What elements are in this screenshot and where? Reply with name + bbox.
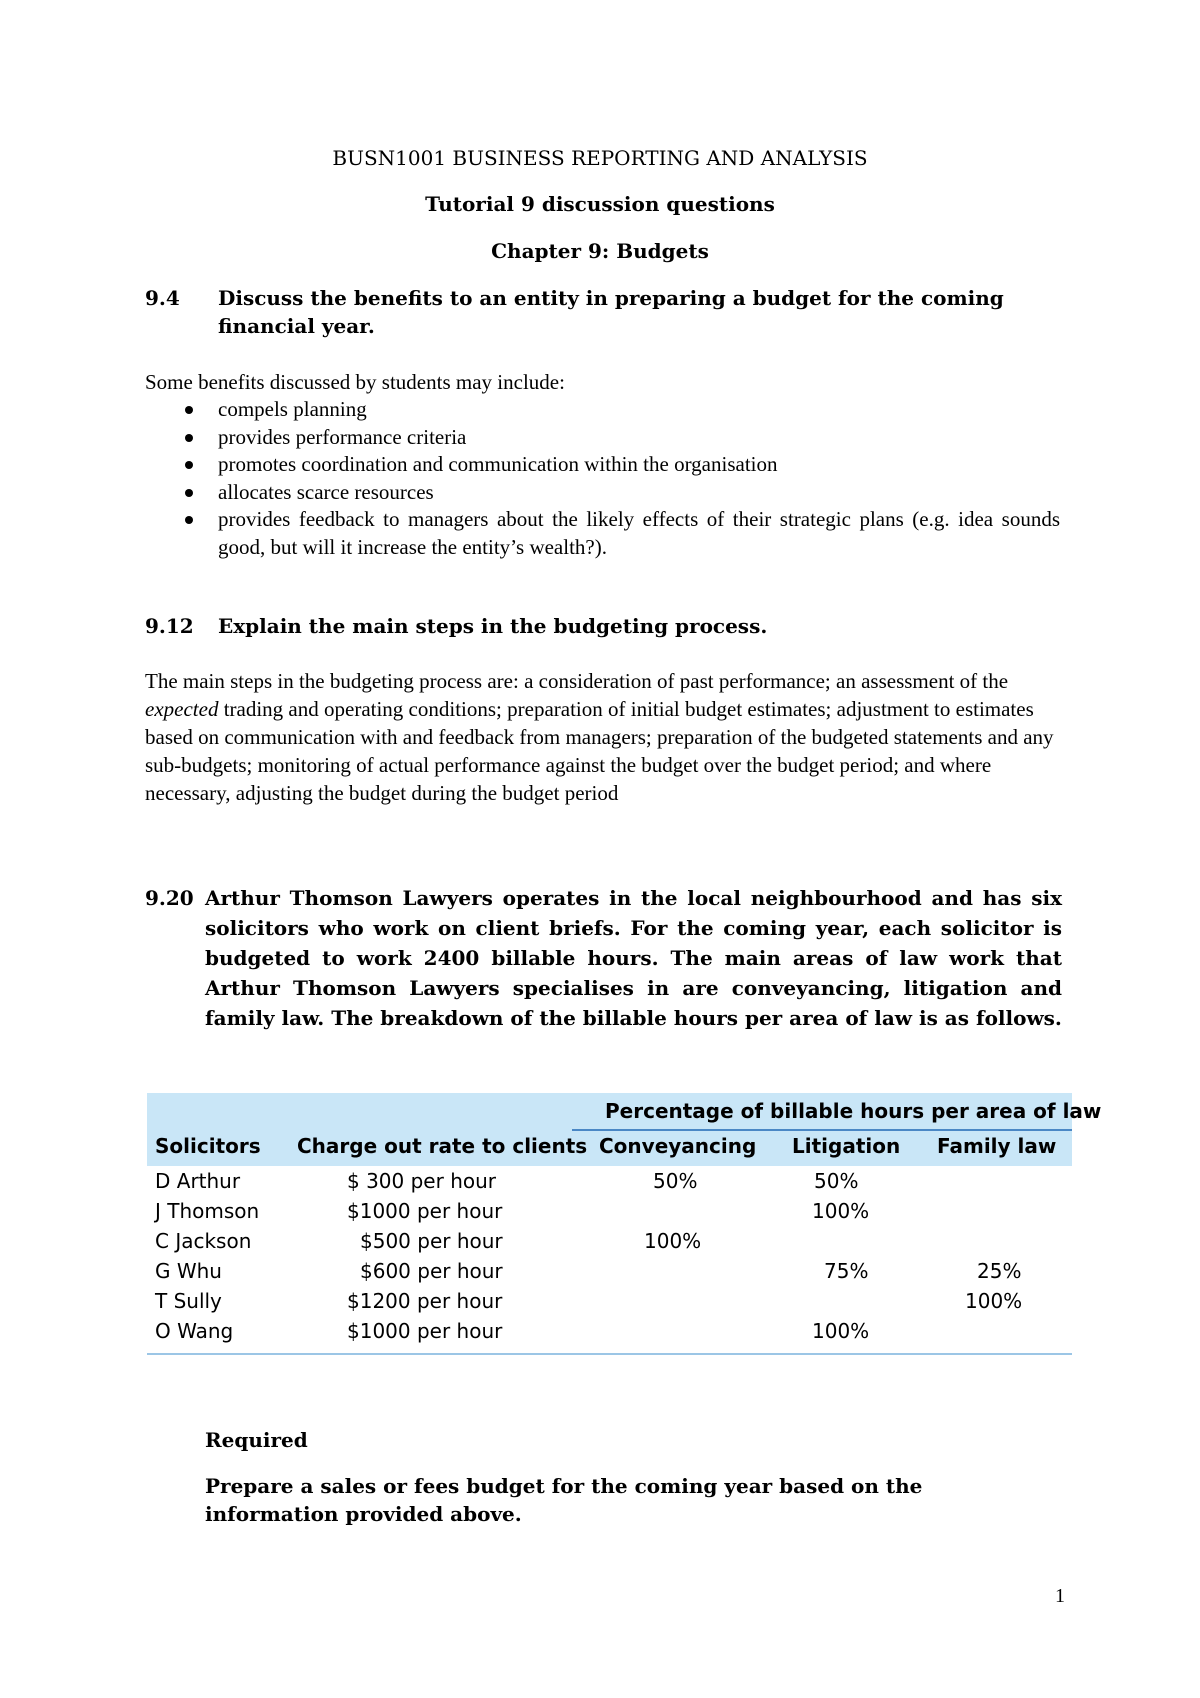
question-9-4-text: Discuss the benefits to an entity in preparing a budget for the coming financial year.	[218, 286, 1004, 338]
page-number: 1	[1055, 1585, 1065, 1607]
table-cell-litigation: 100%	[812, 1319, 870, 1343]
table-cell-solicitor: J Thomson	[155, 1199, 260, 1223]
table-cell-rate: $ 300 per hour	[347, 1169, 497, 1193]
benefits-list	[180, 396, 1060, 561]
list-item: allocates scarce resources	[180, 479, 1060, 507]
table-cell-rate: $600 per hour	[360, 1259, 503, 1283]
table-cell-solicitor: G Whu	[155, 1259, 222, 1283]
question-9-20	[145, 883, 1062, 1033]
table-cell-family-law: 100%	[965, 1289, 1023, 1313]
column-header-solicitors: Solicitors	[155, 1134, 261, 1158]
question-9-20-text: Arthur Thomson Lawyers operates in the local neighbourhood and has six solicitors who work on client briefs. For the coming year, each solicitor is budgeted to work 2400 billable hours. The main areas of law work that Arthur Thomson Lawyers specialises in are conveyancing, litigation and family law. The breakdown of the billable hours per area of law is as follows.	[205, 886, 1062, 1030]
table-cell-rate: $1000 per hour	[347, 1199, 503, 1223]
table-cell-litigation: 50%	[814, 1169, 859, 1193]
table-cell-rate: $1000 per hour	[347, 1319, 503, 1343]
group-header-divider	[572, 1129, 1072, 1131]
table-bottom-border	[147, 1353, 1072, 1355]
column-header-conveyancing: Conveyancing	[599, 1134, 757, 1158]
tutorial-subtitle: Tutorial 9 discussion questions	[425, 192, 775, 216]
list-item: provides feedback to managers about the likely effects of their strategic plans (e.g. idea sounds good, but will it increase the entity’s wealth?).	[180, 506, 1060, 561]
bullet-icon	[185, 434, 193, 442]
q912-answer: The main steps in the budgeting process are: a consideration of past performance; an assessment of the expected trading and operating conditions; preparation of initial budget estimates; adjustment to estimates based on communication with and feedback from managers; preparation of the budgeted statements and any sub-budgets; monitoring of actual performance against the budget over the budget period; and where necessary, adjusting the budget during the budget period	[145, 669, 1054, 805]
question-9-20-number: 9.20	[145, 886, 194, 910]
bullet-icon	[185, 406, 193, 414]
bullet-icon	[185, 461, 193, 469]
table-cell-litigation: 75%	[824, 1259, 869, 1283]
course-title: BUSN1001 BUSINESS REPORTING AND ANALYSIS	[332, 146, 868, 170]
question-9-12-text: Explain the main steps in the budgeting process.	[218, 614, 768, 638]
required-heading: Required	[205, 1428, 308, 1452]
table-cell-family-law: 25%	[977, 1259, 1022, 1283]
required-text: Prepare a sales or fees budget for the coming year based on the information provided above.	[205, 1474, 923, 1526]
question-9-4-number: 9.4	[145, 286, 180, 310]
bullet-icon	[185, 489, 193, 497]
bullet-icon	[185, 516, 193, 524]
table-cell-solicitor: O Wang	[155, 1319, 234, 1343]
group-header: Percentage of billable hours per area of law	[605, 1099, 1102, 1123]
chapter-title: Chapter 9: Budgets	[491, 239, 709, 263]
list-item: provides performance criteria	[180, 424, 1060, 452]
column-header-rate: Charge out rate to clients	[297, 1134, 588, 1158]
column-header-family-law: Family law	[937, 1134, 1057, 1158]
list-item: promotes coordination and communication within the organisation	[180, 451, 1060, 479]
table-cell-solicitor: C Jackson	[155, 1229, 252, 1253]
table-cell-conveyancing: 100%	[644, 1229, 702, 1253]
table-cell-solicitor: D Arthur	[155, 1169, 241, 1193]
list-item: compels planning	[180, 396, 1060, 424]
table-cell-conveyancing: 50%	[653, 1169, 698, 1193]
table-cell-rate: $500 per hour	[360, 1229, 503, 1253]
q94-intro: Some benefits discussed by students may include:	[145, 370, 565, 394]
table-cell-solicitor: T Sully	[155, 1289, 222, 1313]
column-header-litigation: Litigation	[792, 1134, 901, 1158]
table-cell-rate: $1200 per hour	[347, 1289, 503, 1313]
question-9-12-number: 9.12	[145, 614, 194, 638]
table-cell-litigation: 100%	[812, 1199, 870, 1223]
